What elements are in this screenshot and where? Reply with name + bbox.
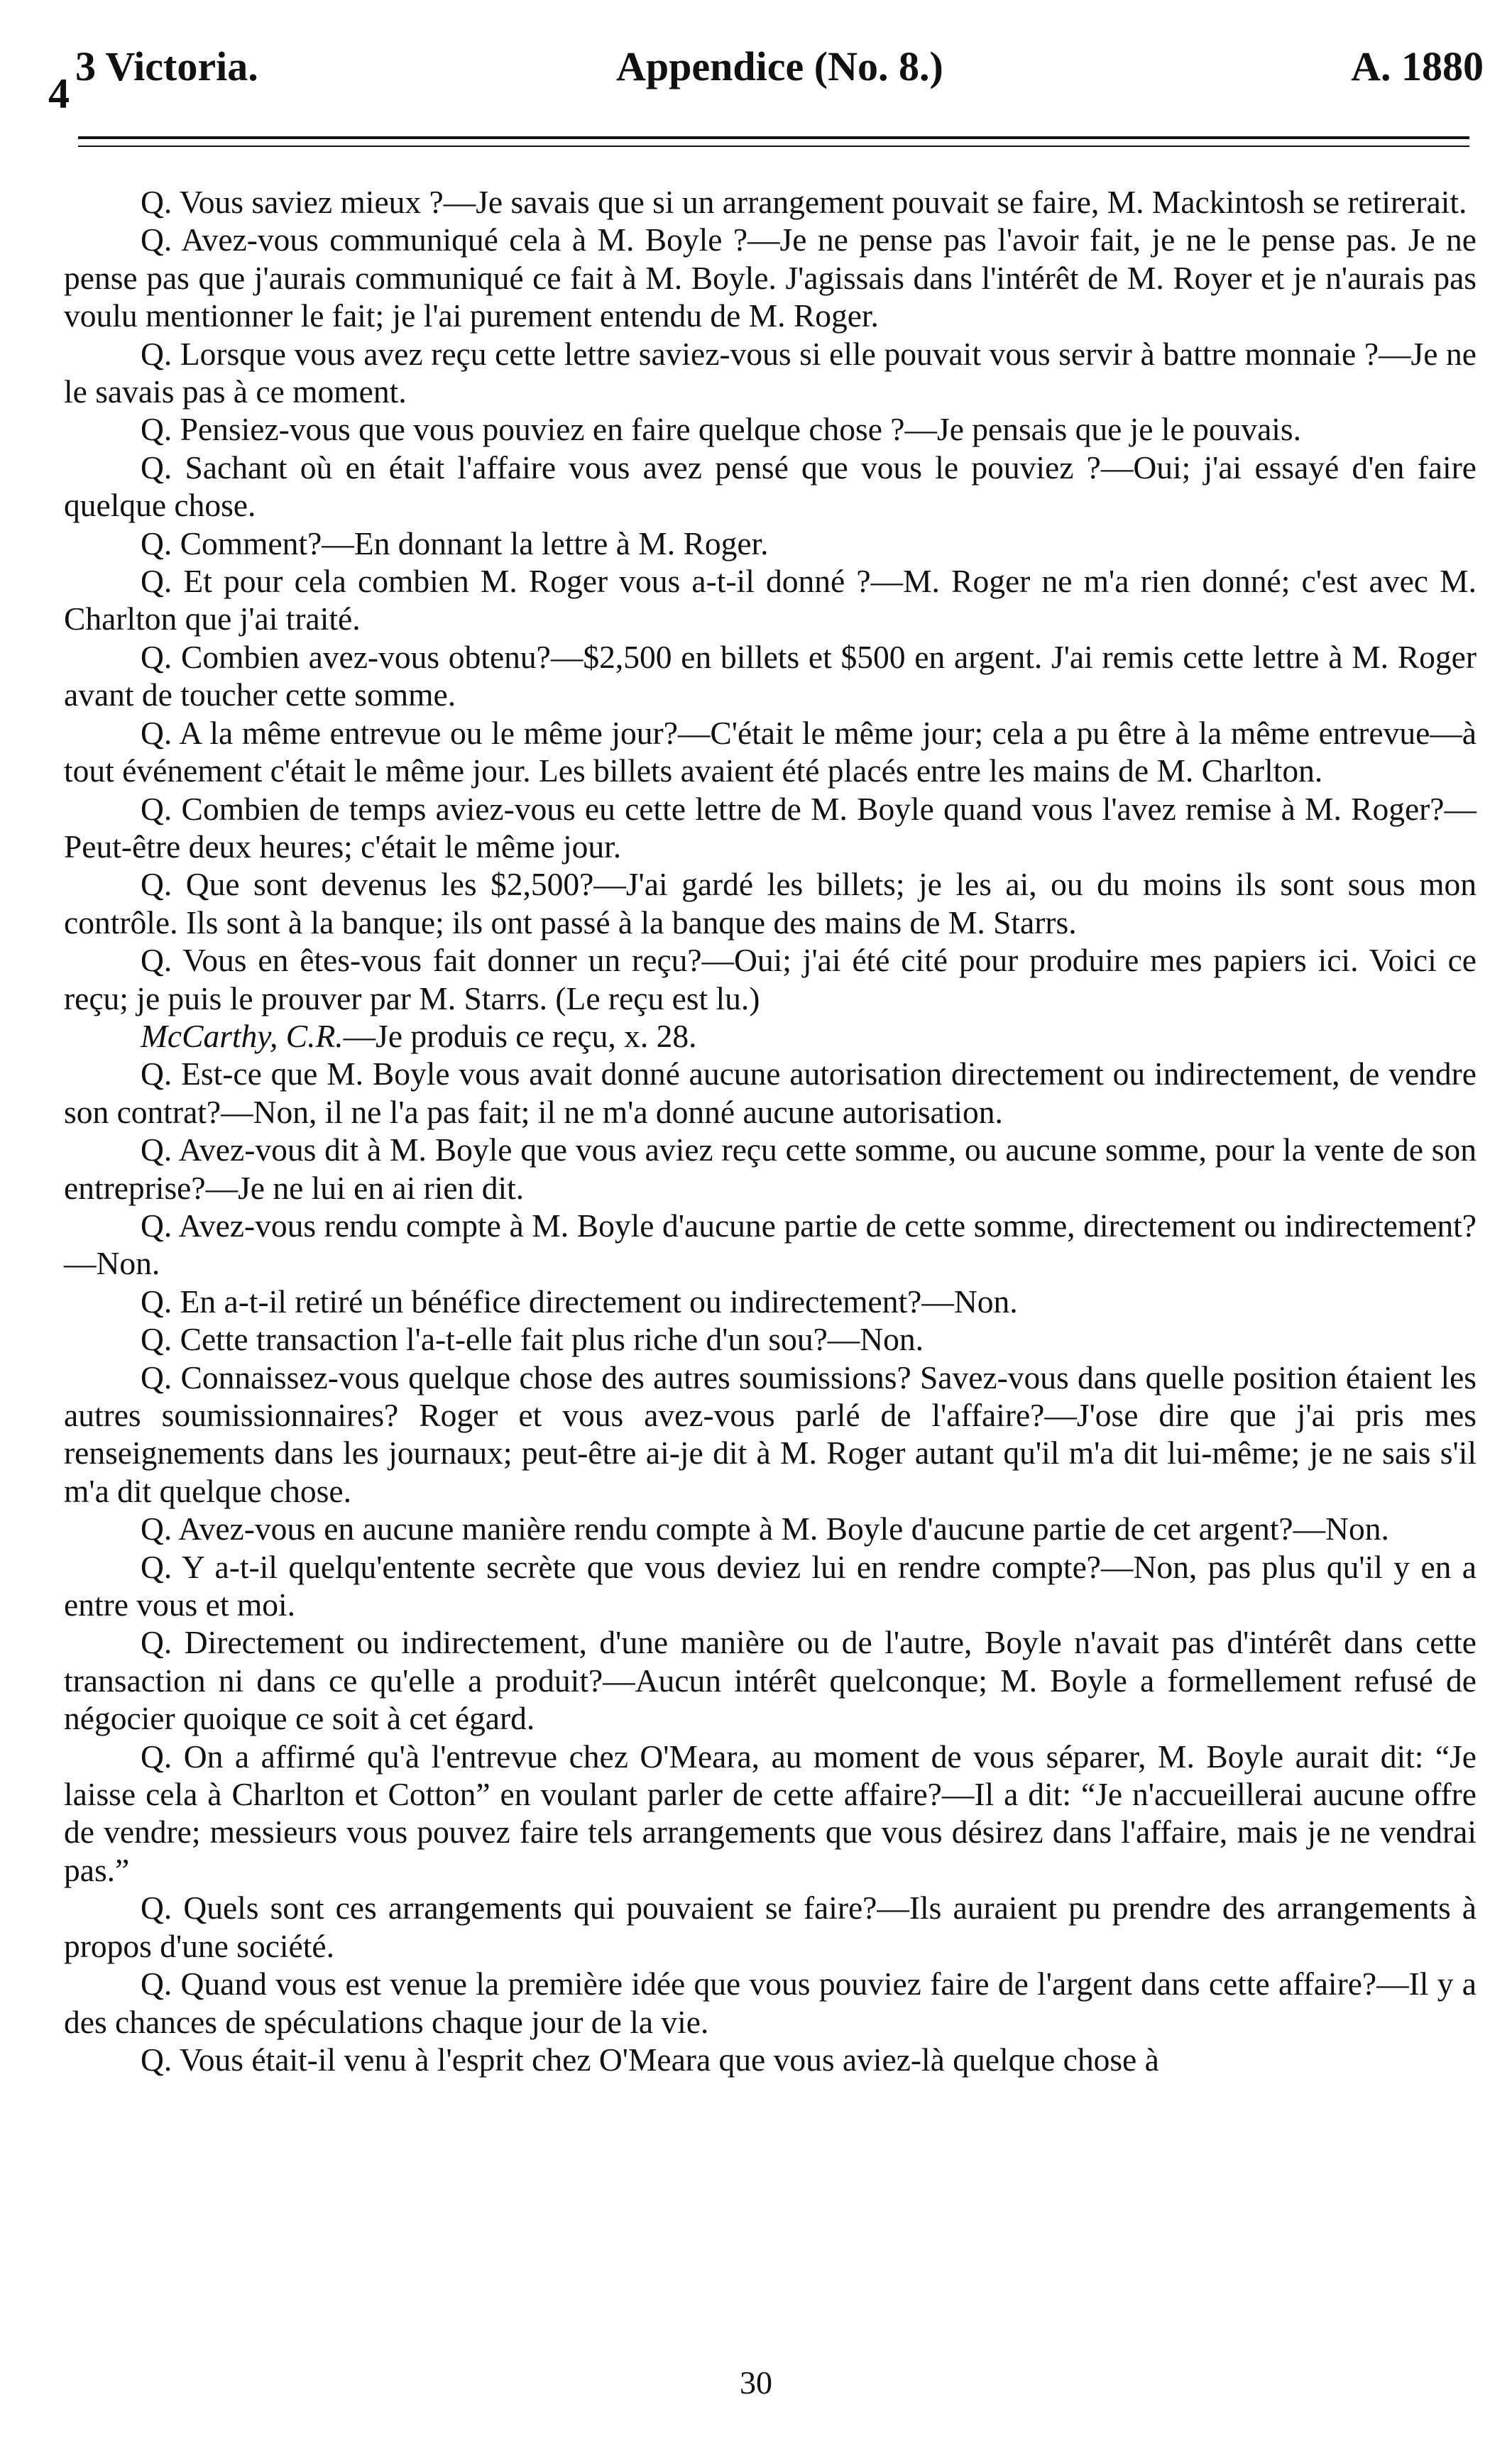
page-folio: 30: [740, 2364, 772, 2401]
paragraph: Q. Directement ou indirectement, d'une manière ou de l'autre, Boyle n'avait pas d'intérêt dans cette transaction ni dans ce qu'elle a produit?—Aucun intérêt quelconque; M. Boyle a formellement refusé de négocier quoique ce soit à cet égard.: [64, 1624, 1477, 1737]
paragraph: Q. Vous saviez mieux ?—Je savais que si un arrangement pouvait se faire, M. Mackintosh se retirerait.: [141, 184, 1467, 220]
paragraph: Q. Quels sont ces arrangements qui pouvaient se faire?—Ils auraient pu prendre des arrangements à propos d'une société.: [64, 1890, 1477, 1964]
exhibit-text: —Je produis ce reçu, x. 28.: [343, 1017, 697, 1054]
header-rule-thin: [78, 146, 1469, 147]
testimony-text: [64, 183, 1477, 2078]
paragraph: Q. Avez-vous rendu compte à M. Boyle d'aucune partie de cette somme, directement ou indirectement?—Non.: [64, 1207, 1477, 1282]
paragraph: Q. Combien avez-vous obtenu?—$2,500 en billets et $500 en argent. J'ai remis cette lettre à M. Roger avant de toucher cette somme.: [64, 638, 1477, 713]
exhibit-speaker: McCarthy, C.R.: [141, 1017, 344, 1054]
paragraph: Q. Lorsque vous avez reçu cette lettre saviez-vous si elle pouvait vous servir à battre monnaie ?—Je ne le savais pas à ce moment.: [64, 335, 1477, 410]
paragraph: Q. Est-ce que M. Boyle vous avait donné aucune autorisation directement ou indirectement, de vendre son contrat?—Non, il ne l'a pas fait; il ne m'a donné aucune autorisation.: [64, 1056, 1477, 1130]
page-number: 4: [48, 70, 70, 117]
paragraph: Q. Que sont devenus les $2,500?—J'ai gardé les billets; je les ai, ou du moins ils sont sous mon contrôle. Ils sont à la banque; ils ont passé à la banque des mains de M. Starrs.: [64, 866, 1477, 941]
paragraph: Q. En a-t-il retiré un bénéfice directement ou indirectement?—Non.: [141, 1283, 1018, 1320]
paragraph: Q. Vous en êtes-vous fait donner un reçu?—Oui; j'ai été cité pour produire mes papiers ici. Voici ce reçu; je puis le prouver par M. Starrs. (Le reçu est lu.): [64, 942, 1477, 1016]
paragraph: Q. Vous était-il venu à l'esprit chez O'Meara que vous aviez-là quelque chose à: [141, 2041, 1159, 2078]
paragraph: Q. Sachant où en était l'affaire vous avez pensé que vous le pouviez ?—Oui; j'ai essayé d'en faire quelque chose.: [64, 449, 1477, 524]
header-rule-thick: [78, 136, 1469, 139]
paragraph: Q. Combien de temps aviez-vous eu cette lettre de M. Boyle quand vous l'avez remise à M. Roger?—Peut-être deux heures; c'était le même jour.: [64, 790, 1477, 865]
paragraph: Q. Pensiez-vous que vous pouviez en faire quelque chose ?—Je pensais que je le pouvais.: [141, 411, 1302, 448]
paragraph: Q. Y a-t-il quelqu'entente secrète que vous deviez lui en rendre compte?—Non, pas plus qu'il y en a entre vous et moi.: [64, 1548, 1477, 1623]
paragraph: Q. Avez-vous communiqué cela à M. Boyle ?—Je ne pense pas l'avoir fait, je ne le pense pas. Je ne pense pas que j'aurais communiqué ce fait à M. Boyle. J'agissais dans l'intérêt de M. Royer et je n'aurais pas voulu mentionner le fait; je l'ai purement entendu de M. Roger.: [64, 221, 1477, 334]
header-year: A. 1880: [1351, 43, 1484, 89]
paragraph: Q. Et pour cela combien M. Roger vous a-t-il donné ?—M. Roger ne m'a rien donné; c'est avec M. Charlton que j'ai traité.: [64, 563, 1477, 637]
paragraph: Q. Quand vous est venue la première idée que vous pouviez faire de l'argent dans cette affaire?—Il y a des chances de spéculations chaque jour de la vie.: [64, 1966, 1477, 2040]
page-header: [48, 28, 1484, 117]
header-title: Appendice (No. 8.): [616, 43, 943, 89]
paragraph: Q. On a affirmé qu'à l'entrevue chez O'Meara, au moment de vous séparer, M. Boyle aurait dit: “Je laisse cela à Charlton et Cotton” en voulant parler de cette affaire?—Il a dit: “Je n'accueillerai aucune offre de vendre; messieurs vous pouvez faire tels arrangements que vous désirez dans l'affaire, mais je ne vendrai pas.”: [64, 1738, 1477, 1888]
paragraph: Q. Cette transaction l'a-t-elle fait plus riche d'un sou?—Non.: [141, 1321, 924, 1358]
exhibit-line: [64, 1017, 1477, 1055]
paragraph: Q. Comment?—En donnant la lettre à M. Roger.: [141, 525, 769, 561]
paragraph: Q. Connaissez-vous quelque chose des autres soumissions? Savez-vous dans quelle position étaient les autres soumissionnaires? Roger et vous avez-vous parlé de l'affaire?—J'ose dire que j'ai pris mes renseignements dans les journaux; peut-être ai-je dit à M. Roger autant qu'il m'a dit lui-même; je ne sais s'il m'a dit quelque chose.: [64, 1359, 1477, 1509]
paragraph: Q. Avez-vous en aucune manière rendu compte à M. Boyle d'aucune partie de cet argent?—Non.: [141, 1511, 1389, 1547]
session-label: 3 Victoria.: [75, 43, 258, 89]
paragraph: Q. Avez-vous dit à M. Boyle que vous aviez reçu cette somme, ou aucune somme, pour la vente de son entreprise?—Je ne lui en ai rien dit.: [64, 1131, 1477, 1206]
paragraph: Q. A la même entrevue ou le même jour?—C'était le même jour; cela a pu être à la même entrevue—à tout événement c'était le même jour. Les billets avaient été placés entre les mains de M. Charlton.: [64, 714, 1477, 789]
